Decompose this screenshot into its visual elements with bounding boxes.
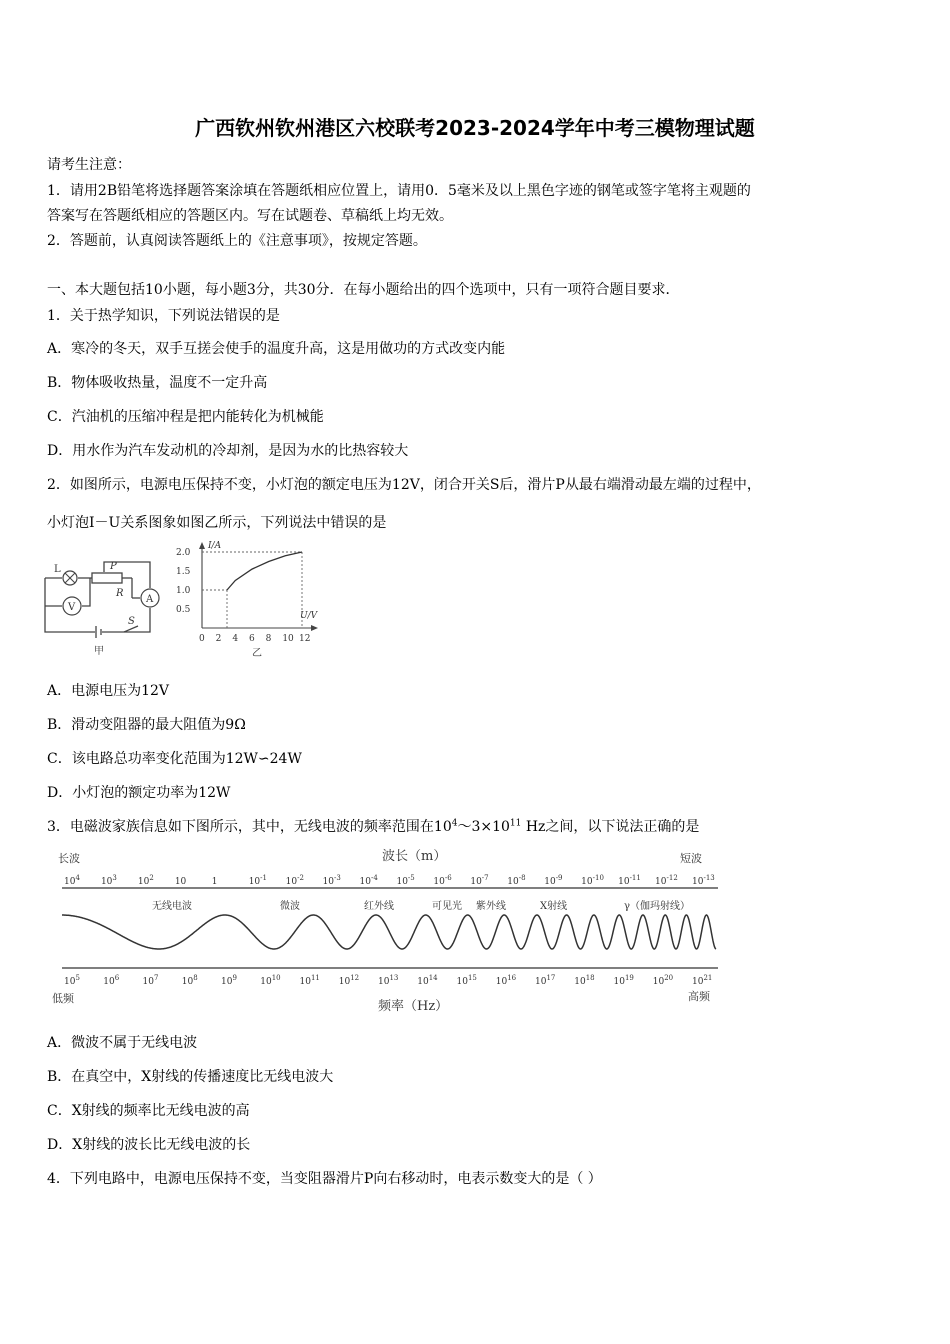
- slider-label: P: [110, 561, 117, 572]
- q1-stem: 1．关于热学知识，下列说法错误的是: [47, 308, 280, 324]
- band-label: 可见光: [432, 901, 462, 912]
- frequency-tick-label: $10^{17}$: [535, 974, 556, 987]
- q3-stem: 3．电磁波家族信息如下图所示，其中，无线电波的频率范围在$10^4\sim 3\times 10^{11}$ Hz之间，以下说法正确的是: [47, 818, 700, 835]
- y-tick-label: 1.0: [176, 586, 191, 596]
- resistor-label: R: [116, 588, 124, 599]
- frequency-tick-label: $10^{10}$: [260, 974, 281, 987]
- frequency-tick-label: $10^{12}$: [338, 974, 360, 987]
- band-label: 微波: [280, 901, 300, 912]
- x-tick-label: 6: [249, 634, 255, 644]
- band-label: X射线: [540, 901, 568, 912]
- iu-curve: [227, 552, 302, 590]
- wavelength-tick-label: $10^{-13}$: [692, 874, 715, 887]
- section-1-header: 一、本大题包括10小题，每小题3分，共30分．在每小题给出的四个选项中，只有一项符合题目要求．: [47, 282, 680, 298]
- long-wave-label: 长波: [58, 852, 80, 865]
- notice-heading: 请考生注意：: [47, 157, 131, 173]
- q4-stem: 4．下列电路中，电源电压保持不变，当变阻器滑片P向右移动时，电表示数变大的是（ ）: [47, 1171, 602, 1187]
- wavelength-tick-label: $10^{-6}$: [433, 874, 452, 887]
- wavelength-tick-label: $10^{-9}$: [544, 874, 563, 887]
- frequency-tick-label: $10^9$: [221, 974, 237, 987]
- frequency-tick-label: $10^{20}$: [652, 974, 674, 987]
- wavelength-tick-label: $10^3$: [100, 874, 117, 887]
- q3-option-a: A．微波不属于无线电波: [47, 1035, 198, 1051]
- y-tick-label: 0.5: [176, 605, 191, 615]
- band-label: 红外线: [364, 901, 394, 912]
- x-tick-label: 12: [299, 634, 311, 644]
- frequency-tick-label: $10^{11}$: [299, 974, 320, 987]
- frequency-tick-label: $10^8$: [181, 974, 198, 987]
- y-tick-label: 1.5: [176, 567, 191, 577]
- band-label: 紫外线: [476, 901, 506, 912]
- iu-graph-yi: [172, 538, 332, 662]
- wavelength-tick-label: $10^4$: [64, 874, 80, 887]
- frequency-tick-label: $10^{16}$: [495, 974, 517, 987]
- wavelength-tick-label: $10^{-10}$: [581, 874, 604, 887]
- high-freq-label: 高频: [688, 990, 710, 1003]
- ammeter-label: A: [146, 594, 154, 605]
- short-wave-label: 短波: [680, 852, 702, 865]
- q2-stem-line-1: 2．如图所示，电源电压保持不变，小灯泡的额定电压为12V，闭合开关S后，滑片P从最右端滑动最左端的过程中，: [47, 477, 761, 493]
- lamp-label: L: [54, 564, 61, 575]
- wavelength-tick-label: $10^{-1}$: [248, 874, 267, 887]
- q2-option-b: B．滑动变阻器的最大阻值为9Ω: [47, 717, 246, 733]
- q2-option-d: D．小灯泡的额定功率为12W: [47, 785, 231, 801]
- wavelength-tick-label: $10^{-8}$: [507, 874, 526, 887]
- wavelength-tick-label: $10^2$: [137, 874, 154, 887]
- wave-curve: [62, 915, 716, 949]
- q1-option-c: C．汽油机的压缩冲程是把内能转化为机械能: [47, 409, 324, 425]
- x-tick-label: 10: [282, 634, 294, 644]
- band-label: 无线电波: [152, 901, 192, 912]
- q1-option-d: D．用水作为汽车发动机的冷却剂，是因为水的比热容较大: [47, 443, 409, 459]
- frequency-tick-label: $10^{18}$: [574, 974, 595, 987]
- wavelength-tick-label: $10^{-5}$: [396, 874, 415, 887]
- notice-item-1-line-1: 1．请用2B铅笔将选择题答案涂填在答题纸相应位置上，请用0．5毫米及以上黑色字迹的钢笔或签字笔将主观题的: [47, 183, 751, 199]
- wavelength-tick-label: $10^{-12}$: [655, 874, 678, 887]
- wavelength-tick-label: 1: [211, 877, 218, 887]
- notice-item-2: 2．答题前，认真阅读答题纸上的《注意事项》，按规定答题。: [47, 233, 427, 249]
- wavelength-tick-label: 10: [174, 877, 187, 887]
- wavelength-title: 波长（m）: [382, 849, 447, 864]
- wavelength-tick-label: $10^{-2}$: [285, 874, 304, 887]
- y-tick-label: 2.0: [176, 548, 191, 558]
- frequency-tick-label: $10^5$: [64, 974, 80, 987]
- low-freq-label: 低频: [52, 992, 74, 1005]
- frequency-tick-label: $10^7$: [142, 974, 159, 987]
- q1-option-a: A．寒冷的冬天，双手互搓会使手的温度升高，这是用做功的方式改变内能: [47, 341, 506, 357]
- q3-option-d: D．X射线的波长比无线电波的长: [47, 1137, 251, 1153]
- notice-item-1-line-2: 答案写在答题纸相应的答题区内。写在试题卷、草稿纸上均无效。: [47, 208, 453, 224]
- page-title: 广西钦州钦州港区六校联考2023-2024学年中考三模物理试题: [195, 116, 755, 140]
- x-axis-label: U/V: [300, 611, 318, 621]
- x-tick-label: 4: [232, 634, 239, 644]
- figure-jia-caption: 甲: [94, 646, 104, 657]
- circuit-diagram-jia: [40, 550, 160, 660]
- frequency-tick-label: $10^{19}$: [613, 974, 634, 987]
- frequency-tick-label: $10^{14}$: [417, 974, 438, 987]
- frequency-tick-label: $10^{13}$: [378, 974, 399, 987]
- wavelength-tick-label: $10^{-4}$: [359, 874, 378, 887]
- em-spectrum-diagram: [52, 842, 728, 1018]
- x-tick-label: 8: [265, 634, 272, 644]
- band-label: γ（伽玛射线）: [624, 901, 690, 912]
- x-tick-label: 2: [215, 634, 222, 644]
- voltmeter-label: V: [68, 602, 76, 613]
- y-axis-label: I/A: [208, 541, 222, 551]
- x-tick-label: 0: [199, 634, 205, 644]
- frequency-tick-label: $10^6$: [103, 974, 120, 987]
- q3-option-c: C．X射线的频率比无线电波的高: [47, 1103, 250, 1119]
- q3-option-b: B．在真空中，X射线的传播速度比无线电波大: [47, 1069, 334, 1085]
- q2-option-c: C．该电路总功率变化范围为12W∽24W: [47, 751, 302, 767]
- q2-stem-line-2: 小灯泡I－U关系图象如图乙所示，下列说法中错误的是: [47, 515, 387, 531]
- wavelength-tick-label: $10^{-3}$: [322, 874, 341, 887]
- frequency-tick-label: $10^{15}$: [456, 974, 477, 987]
- frequency-title: 频率（Hz）: [378, 999, 449, 1014]
- frequency-tick-label: $10^{21}$: [692, 974, 713, 987]
- switch-label: S: [128, 616, 135, 627]
- q2-option-a: A．电源电压为12V: [47, 683, 170, 699]
- q1-option-b: B．物体吸收热量，温度不一定升高: [47, 375, 268, 391]
- wavelength-tick-label: $10^{-11}$: [618, 874, 641, 887]
- figure-yi-caption: 乙: [252, 648, 262, 659]
- wavelength-tick-label: $10^{-7}$: [470, 874, 489, 887]
